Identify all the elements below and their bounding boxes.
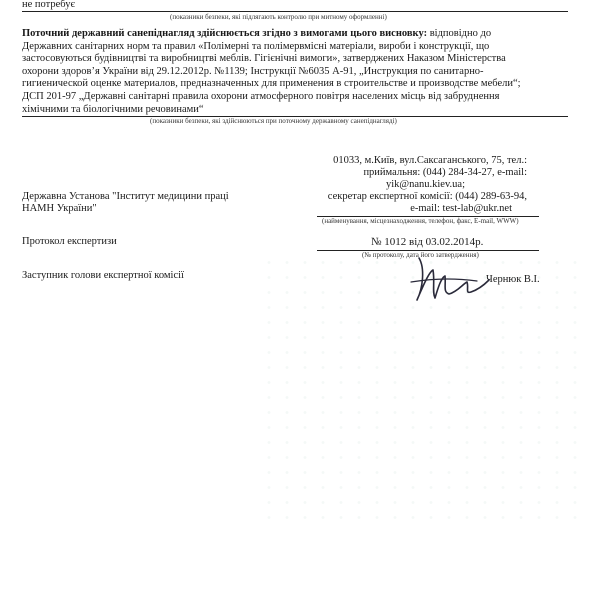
supervision-line: Державних санітарних норм та правил «Полімерні та полімервмісні матеріали, вироби і конструкції, що bbox=[22, 40, 490, 52]
signatory-name: Чернюк В.І. bbox=[486, 274, 540, 285]
divider-line bbox=[22, 11, 568, 12]
protocol-caption: (№ протоколу, дата його затвердження) bbox=[362, 251, 479, 259]
supervision-line: хімічними та біологічними речовинами“ bbox=[22, 103, 204, 115]
signatory-title: Заступник голови експертної комісії bbox=[22, 270, 184, 281]
supervision-caption: (показники безпеки, які здійснюються при поточному державному санепіднагляді) bbox=[150, 117, 397, 125]
supervision-line: застосовуються будівництві та виробництві меблів. Гігієнічні вимоги», затверджених Наказом Міністерства bbox=[22, 53, 506, 65]
address-line: 01033, м.Київ, вул.Саксаганського, 75, тел.: bbox=[333, 155, 527, 166]
institution-name: НАМН України" bbox=[22, 203, 97, 214]
institution-name: Державна Установа "Інститут медицини праці bbox=[22, 191, 229, 202]
address-line: секретар експертної комісії: (044) 289-63-94, bbox=[327, 191, 527, 202]
continuation-text: не потребує bbox=[22, 0, 75, 10]
supervision-line: ДСП 201-97 „Державні санітарні правила охорони атмосферного повітря населених місць від забруднення bbox=[22, 90, 500, 102]
address-email: e-mail: test-lab@ukr.net bbox=[410, 203, 512, 214]
supervision-line1-rest: відповідно до bbox=[427, 28, 492, 39]
supervision-line: охорони здоров’я України від 29.12.2012р. №1139; Інструкції №6035 А-91, „Инструкция по санитарно- bbox=[22, 65, 484, 77]
address-email: yik@nanu.kiev.ua; bbox=[386, 179, 465, 190]
supervision-paragraph bbox=[22, 28, 572, 116]
supervision-line: гигиенической оценке материалов, предназначенных для применения в строительстве и производстве мебели“; bbox=[22, 78, 521, 90]
watermark-pattern bbox=[260, 255, 590, 525]
institution-caption: (найменування, місцезнаходження, телефон, факс, E-mail, WWW) bbox=[322, 217, 519, 225]
protocol-number: № 1012 від 03.02.2014р. bbox=[371, 236, 484, 248]
supervision-heading: Поточний державний санепіднагляд здійснюється згідно з вимогами цього висновку: bbox=[22, 28, 428, 39]
customs-caption: (показники безпеки, які підлягають контролю при митному оформленні) bbox=[170, 13, 387, 21]
address-line: приймальня: (044) 284-34-27, e-mail: bbox=[363, 167, 527, 178]
protocol-label: Протокол експертизи bbox=[22, 236, 117, 247]
